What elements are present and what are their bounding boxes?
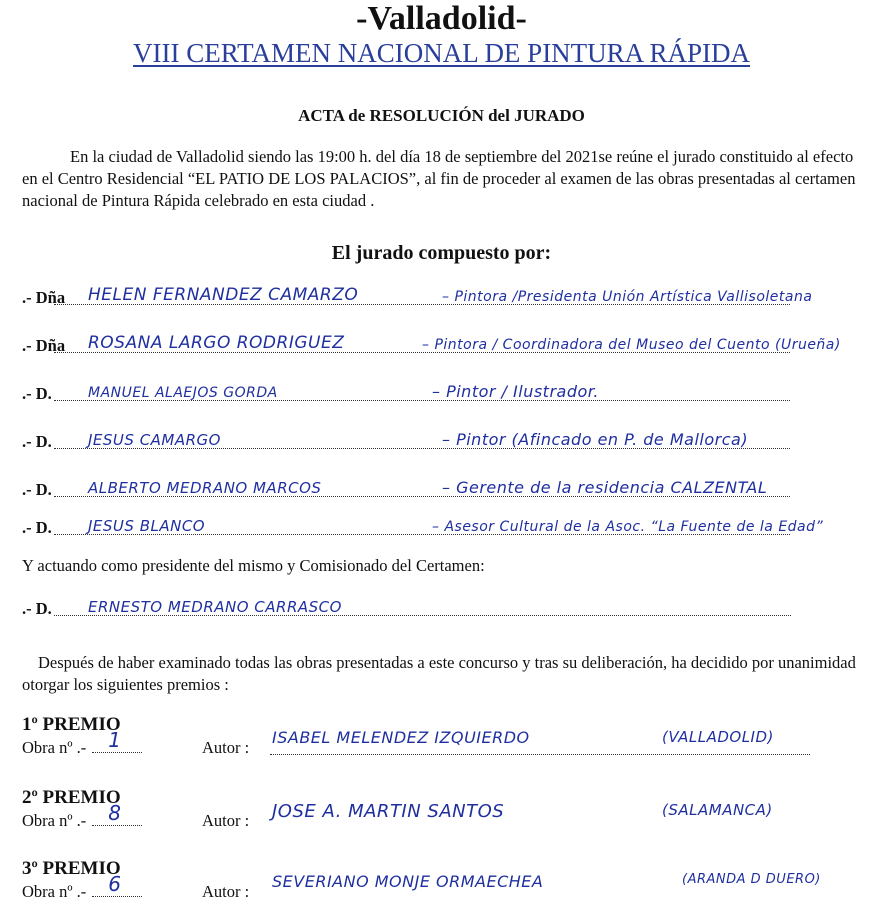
juror-row-4 [22, 427, 883, 455]
obra-number: 6 [108, 872, 122, 896]
president-row [22, 594, 883, 622]
juror-row-2 [22, 331, 883, 359]
juror-row-6 [22, 513, 883, 541]
juror-prefix: .- D. [22, 518, 52, 537]
jurado-heading: El jurado compuesto por: [331, 242, 552, 264]
autor-dotted-line [270, 754, 810, 755]
document-subtitle: VIII CERTAMEN NACIONAL DE PINTURA RÁPIDA [133, 38, 750, 68]
obra-field [22, 872, 142, 902]
premio-3 [22, 858, 883, 918]
juror-prefix: .- D. [22, 384, 52, 403]
document-title: -Valladolid- [356, 0, 527, 37]
premio-2 [22, 787, 883, 847]
autor-location: (ARANDA D DUERO) [682, 872, 821, 887]
obra-number: 8 [108, 801, 122, 825]
juror-name: MANUEL ALAEJOS GORDA [88, 385, 278, 401]
obra-number-line [92, 728, 142, 753]
juror-prefix: .- Dña [22, 288, 66, 307]
president-prefix: .- D. [22, 599, 52, 618]
despues-paragraph [22, 652, 872, 696]
premio-title: 3º PREMIO [22, 858, 121, 879]
autor-location: (VALLADOLID) [662, 728, 774, 746]
obra-number-line [92, 801, 142, 826]
juror-prefix: .- D. [22, 480, 52, 499]
obra-label: Obra nº .- [22, 882, 87, 901]
autor-name: ISABEL MELENDEZ IZQUIERDO [272, 728, 530, 747]
intro-text: En la ciudad de Valladolid siendo las 19:00 h. del día 18 de septiembre del 2021se reúne el jurado constituido al efecto en el Centro Residencial “EL PATIO DE LOS PALACIOS”, al fin de proceder al examen de las obras presentadas al certamen nacional de Pintura Rápida celebrado en esta ciudad . [22, 147, 856, 210]
juror-prefix: .- D. [22, 432, 52, 451]
juror-role: – Gerente de la residencia CALZENTAL [442, 478, 768, 497]
obra-label: Obra nº .- [22, 738, 87, 757]
premio-1 [22, 714, 883, 774]
juror-name: HELEN FERNANDEZ CAMARZO [88, 285, 359, 305]
juror-prefix: .- Dña [22, 336, 66, 355]
premio-title: 1º PREMIO [22, 714, 121, 735]
juror-name: ALBERTO MEDRANO MARCOS [88, 479, 322, 497]
juror-role: – Pintora /Presidenta Unión Artística Vallisoletana [442, 289, 813, 305]
actuando-text: Y actuando como presidente del mismo y Comisionado del Certamen: [22, 556, 485, 575]
acta-heading: ACTA de RESOLUCIÓN del JURADO [298, 106, 585, 125]
despues-text: Después de haber examinado todas las obras presentadas a este concurso y tras su deliberación, ha decidido por unanimidad otorgar los siguientes premios : [22, 653, 856, 694]
juror-row-3 [22, 379, 883, 407]
autor-name: SEVERIANO MONJE ORMAECHEA [272, 872, 544, 891]
autor-label: Autor : [202, 811, 250, 830]
intro-paragraph [22, 146, 862, 212]
juror-name: JESUS CAMARGO [88, 431, 221, 449]
obra-field [22, 801, 142, 831]
juror-role: – Pintor (Afincado en P. de Mallorca) [442, 430, 749, 449]
juror-name: ROSANA LARGO RODRIGUEZ [88, 333, 345, 353]
juror-row-5 [22, 475, 883, 503]
autor-name: JOSE A. MARTIN SANTOS [272, 801, 505, 822]
premio-title: 2º PREMIO [22, 787, 121, 808]
juror-name: JESUS BLANCO [88, 517, 206, 535]
autor-location: (SALAMANCA) [662, 801, 773, 819]
obra-number: 1 [108, 728, 122, 752]
juror-role: – Pintor / Ilustrador. [432, 382, 599, 401]
juror-row-1 [22, 283, 883, 311]
obra-field [22, 728, 142, 758]
autor-label: Autor : [202, 882, 250, 901]
juror-role: – Pintora / Coordinadora del Museo del Cuento (Urueña) [422, 337, 841, 353]
obra-label: Obra nº .- [22, 811, 87, 830]
president-name: ERNESTO MEDRANO CARRASCO [88, 598, 342, 616]
juror-role: – Asesor Cultural de la Asoc. “La Fuente de la Edad” [432, 519, 824, 535]
obra-number-line [92, 872, 142, 897]
autor-label: Autor : [202, 738, 250, 757]
